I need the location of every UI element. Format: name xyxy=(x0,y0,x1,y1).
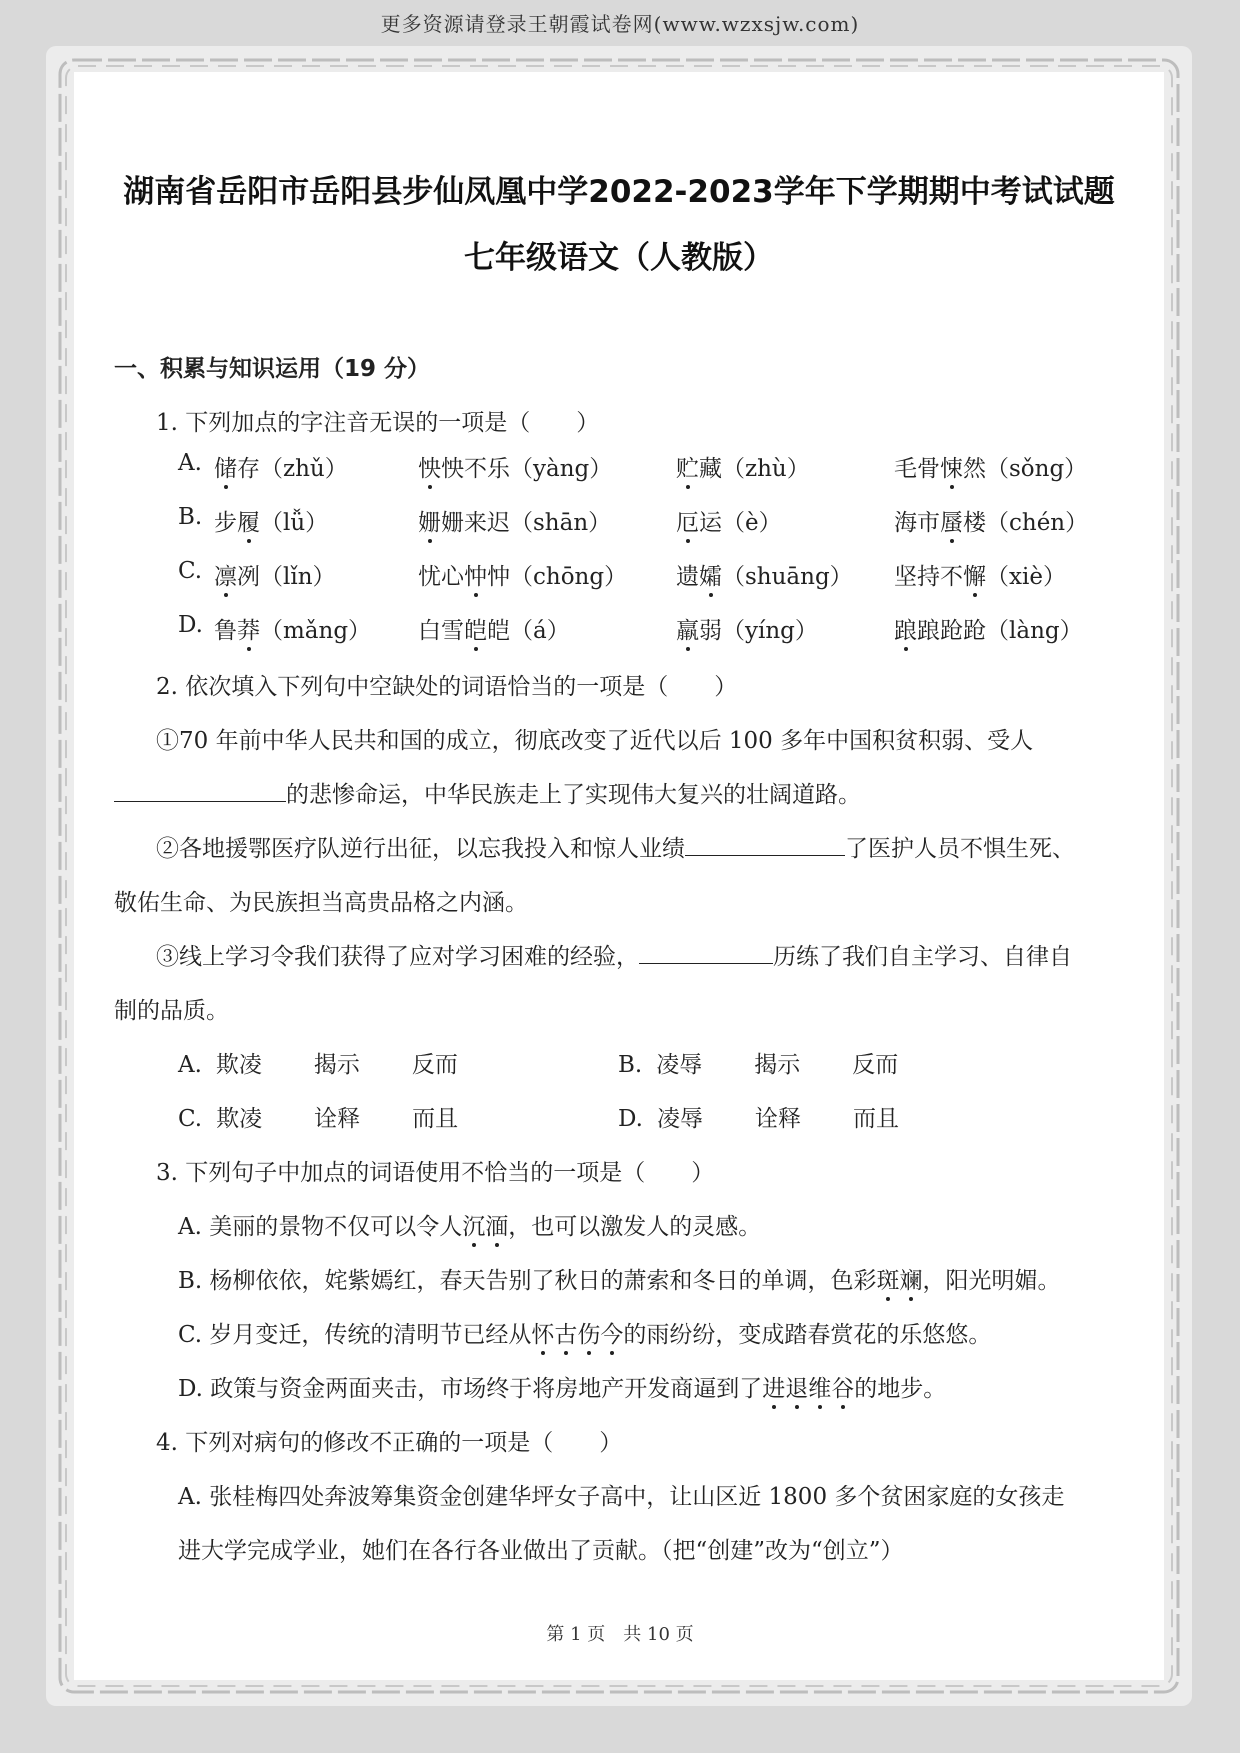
q4-option-a-cont: 进大学完成学业，她们在各行各业做出了贡献。（把“创建”改为“创立”） xyxy=(178,1538,904,1564)
q2-sentence-3: ③线上学习令我们获得了应对学习困难的经验， 历练了我们自主学习、自律自 xyxy=(156,944,1072,970)
q1-option-label: C. xyxy=(178,558,203,584)
blank-2 xyxy=(685,835,845,856)
emphasis-char: 羸 xyxy=(676,618,699,644)
q2-sentence-3-cont: 制的品质。 xyxy=(114,998,229,1024)
section-heading: 一、积累与知识运用（19 分） xyxy=(114,356,431,382)
emphasis-char: 退 xyxy=(785,1376,809,1402)
blank-1 xyxy=(114,781,286,802)
q2-option-a: A. 欺凌 揭示 反而 xyxy=(178,1052,458,1078)
q1-option-item: 步履（lǚ） xyxy=(214,510,329,536)
emphasis-char: 斓 xyxy=(899,1268,923,1294)
emphasis-char: 悚 xyxy=(940,456,963,482)
emphasis-char: 古 xyxy=(554,1322,578,1348)
emphasis-char: 维 xyxy=(808,1376,832,1402)
emphasis-char: 谷 xyxy=(831,1376,855,1402)
q4-option-a: A. 张桂梅四处奔波筹集资金创建华坪女子高中，让山区近 1800 多个贫困家庭的女孩走 xyxy=(178,1484,1065,1510)
q1-option-item: 海市蜃楼（chén） xyxy=(894,510,1089,536)
emphasis-char: 怀 xyxy=(531,1322,555,1348)
q2-sentence-2-cont: 敬佑生命、为民族担当高贵品格之内涵。 xyxy=(114,890,528,916)
emphasis-char: 储 xyxy=(214,456,237,482)
emphasis-char: 莽 xyxy=(237,618,260,644)
q1-option-item: 姗姗来迟（shān） xyxy=(418,510,612,536)
q1-option-label: D. xyxy=(178,612,203,638)
emphasis-char: 进 xyxy=(762,1376,786,1402)
q2-sentence-2: ②各地援鄂医疗队逆行出征，以忘我投入和惊人业绩 了医护人员不惧生死、 xyxy=(156,836,1075,862)
q1-option-item: 羸弱（yíng） xyxy=(676,618,818,644)
emphasis-char: 今 xyxy=(600,1322,624,1348)
q3-stem: 3. 下列句子中加点的词语使用不恰当的一项是（ ） xyxy=(156,1160,715,1186)
q1-option-item: 怏怏不乐（yàng） xyxy=(418,456,613,482)
q3-option-d: D. 政策与资金两面夹击，市场终于将房地产开发商逼到了进退维谷的地步。 xyxy=(178,1376,947,1402)
emphasis-char: 履 xyxy=(237,510,260,536)
q1-option-item: 白雪皑皑（á） xyxy=(418,618,570,644)
emphasis-char: 踉 xyxy=(894,618,917,644)
q3-option-c: C. 岁月变迁，传统的清明节已经从怀古伤今的雨纷纷，变成踏春赏花的乐悠悠。 xyxy=(178,1322,992,1348)
q1-option-item: 凛冽（lǐn） xyxy=(214,564,336,590)
emphasis-char: 凛 xyxy=(214,564,237,590)
q1-stem: 1. 下列加点的字注音无误的一项是（ ） xyxy=(156,410,600,436)
emphasis-char: 懈 xyxy=(963,564,986,590)
exam-title: 湖南省岳阳市岳阳县步仙凤凰中学2022-2023学年下学期期中考试试题 xyxy=(123,174,1115,210)
q2-sentence-1: ①70 年前中华人民共和国的成立，彻底改变了近代以后 100 多年中国积贫积弱、受人 xyxy=(156,728,1034,754)
q1-option-item: 忧心忡忡（chōng） xyxy=(418,564,628,590)
emphasis-char: 湎 xyxy=(485,1214,509,1240)
blank-3 xyxy=(639,943,773,964)
emphasis-char: 斑 xyxy=(876,1268,900,1294)
page-footer: 第 1 页 共 10 页 xyxy=(546,1624,694,1645)
emphasis-char: 厄 xyxy=(676,510,699,536)
q1-option-item: 毛骨悚然（sǒng） xyxy=(894,456,1088,482)
q1-option-item: 踉踉跄跄（làng） xyxy=(894,618,1083,644)
emphasis-char: 沉 xyxy=(462,1214,486,1240)
emphasis-char: 孀 xyxy=(699,564,722,590)
q1-option-item: 储存（zhǔ） xyxy=(214,456,348,482)
q2-sentence-1-cont: 的悲惨命运，中华民族走上了实现伟大复兴的壮阔道路。 xyxy=(114,776,861,809)
q3-option-a: A. 美丽的景物不仅可以令人沉湎，也可以激发人的灵感。 xyxy=(178,1214,762,1240)
q1-option-label: A. xyxy=(178,450,202,476)
source-note: 更多资源请登录王朝霞试卷网(www.wzxsjw.com) xyxy=(380,12,860,36)
q1-option-label: B. xyxy=(178,504,203,530)
q2-option-c: C. 欺凌 诠释 而且 xyxy=(178,1106,459,1132)
q2-option-d: D. 凌辱 诠释 而且 xyxy=(618,1106,899,1132)
q1-option-item: 贮藏（zhù） xyxy=(676,456,810,482)
exam-subtitle: 七年级语文（人教版） xyxy=(464,240,774,276)
emphasis-char: 怏 xyxy=(418,456,441,482)
emphasis-char: 蜃 xyxy=(940,510,963,536)
q1-option-item: 鲁莽（mǎng） xyxy=(214,618,372,644)
q4-stem: 4. 下列对病句的修改不正确的一项是（ ） xyxy=(156,1430,623,1456)
emphasis-char: 伤 xyxy=(577,1322,601,1348)
q1-option-item: 坚持不懈（xiè） xyxy=(894,564,1066,590)
emphasis-char: 皑 xyxy=(464,618,487,644)
emphasis-char: 忡 xyxy=(464,564,487,590)
emphasis-char: 姗 xyxy=(418,510,441,536)
q2-stem: 2. 依次填入下列句中空缺处的词语恰当的一项是（ ） xyxy=(156,674,738,700)
q3-option-b: B. 杨柳依依，姹紫嫣红，春天告别了秋日的萧索和冬日的单调，色彩斑斓，阳光明媚。 xyxy=(178,1268,1061,1294)
q1-option-item: 厄运（è） xyxy=(676,510,782,536)
q1-option-item: 遗孀（shuāng） xyxy=(676,564,853,590)
emphasis-char: 贮 xyxy=(676,456,699,482)
q2-option-b: B. 凌辱 揭示 反而 xyxy=(618,1052,899,1078)
